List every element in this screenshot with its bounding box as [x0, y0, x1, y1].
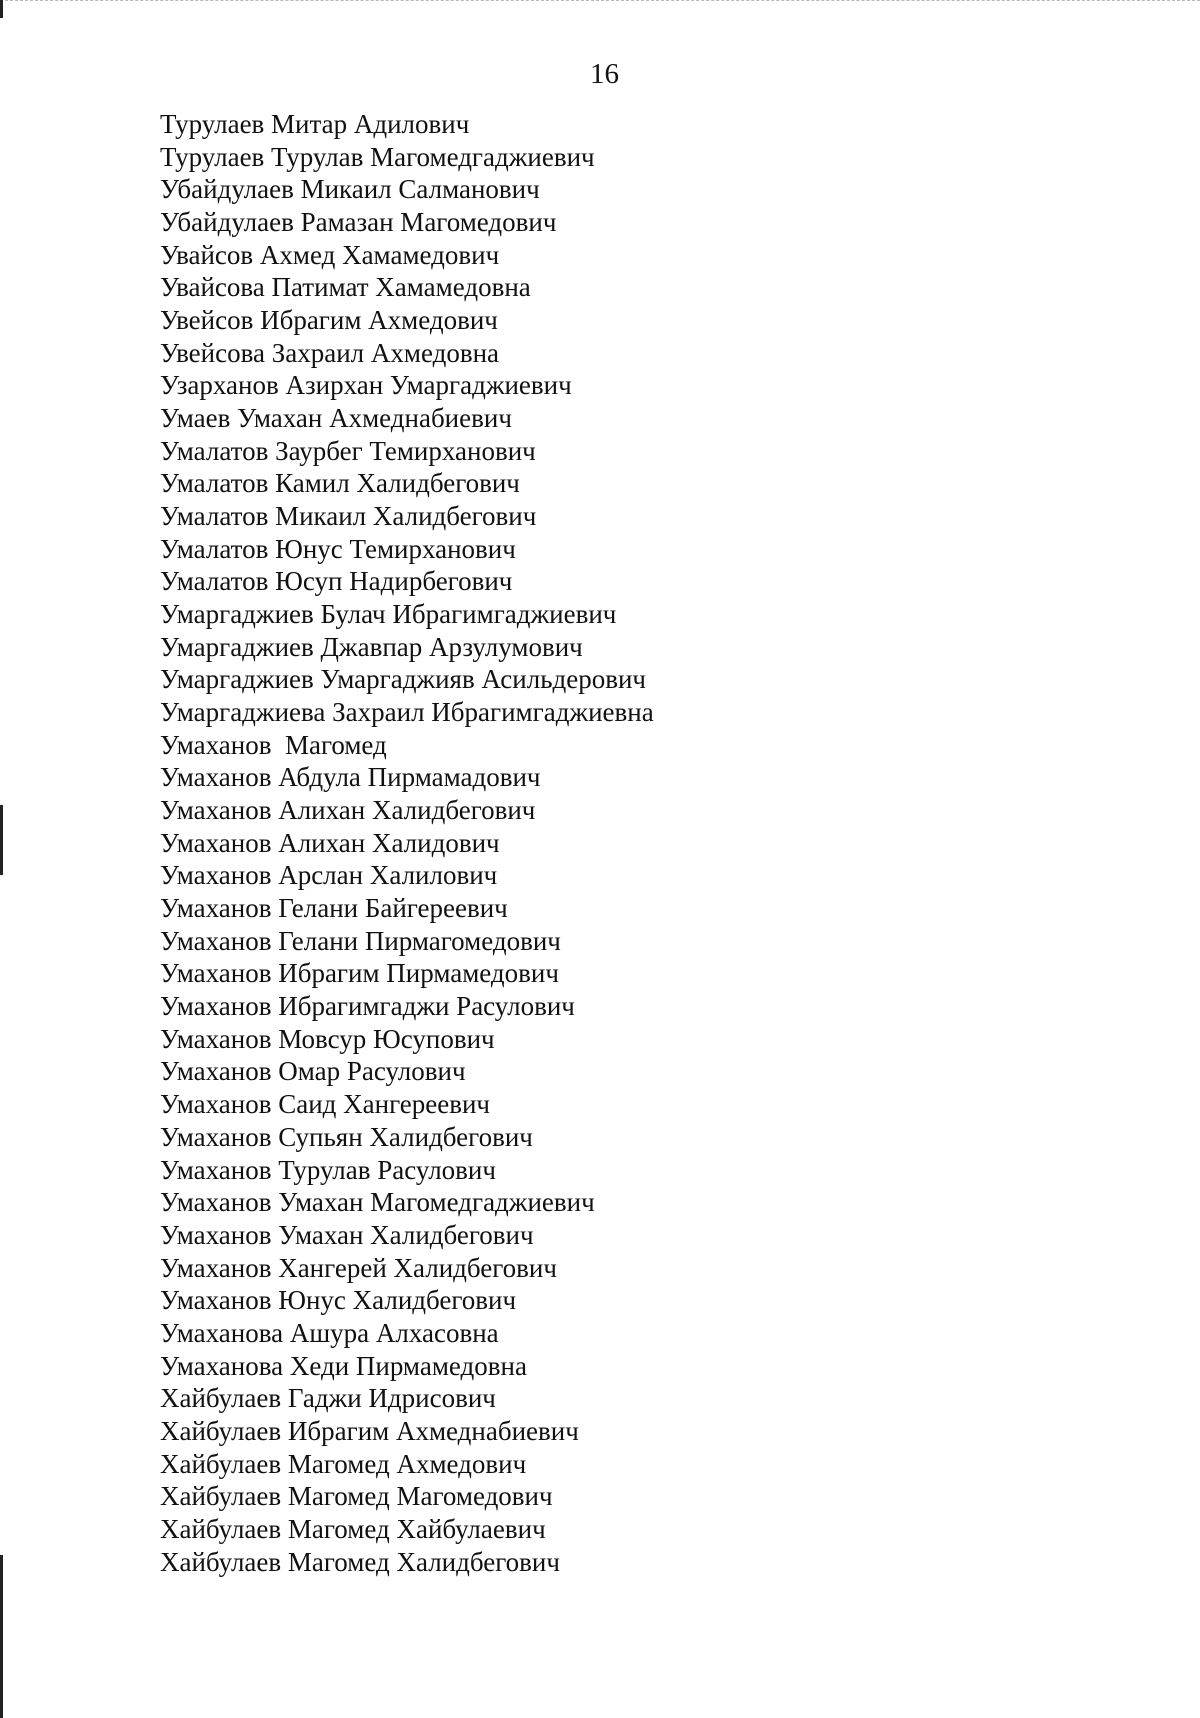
list-item: Умаханов Умахан Халидбегович — [160, 1219, 534, 1250]
list-item: Умаханов Умахан Магомедгаджиевич — [160, 1187, 595, 1218]
list-item: Узарханов Азирхан Умаргаджиевич — [160, 370, 572, 401]
name-list — [160, 108, 654, 1578]
list-item: Хайбулаев Гаджи Идрисович — [160, 1383, 496, 1414]
list-item: Умаргаджиев Умаргаджияв Асильдерович — [160, 664, 646, 695]
list-item: Умалатов Камил Халидбегович — [160, 468, 520, 499]
scan-left-edge — [0, 805, 3, 875]
list-item: Умаханов Турулав Расулович — [160, 1154, 496, 1185]
list-item: Турулаев Турулав Магомедгаджиевич — [160, 141, 595, 172]
list-item: Умалатов Заурбег Темирханович — [160, 435, 536, 466]
list-item: Умалатов Юнус Темирханович — [160, 533, 516, 564]
list-item: Умаханов Ибрагимгаджи Расулович — [160, 991, 575, 1022]
list-item: Увейсова Захраил Ахмедовна — [160, 337, 500, 368]
list-item: Умаханов Хангерей Халидбегович — [160, 1252, 557, 1283]
list-item: Умалатов Юсуп Надирбегович — [160, 566, 513, 597]
list-item: Хайбулаев Ибрагим Ахмеднабиевич — [160, 1415, 579, 1446]
list-item: Хайбулаев Магомед Хайбулаевич — [160, 1513, 546, 1544]
list-item: Умаханов Абдула Пирмамадович — [160, 762, 541, 793]
list-item: Умаев Умахан Ахмеднабиевич — [160, 403, 512, 434]
list-item: Хайбулаев Магомед Магомедович — [160, 1481, 553, 1512]
list-item: Умаргаджиева Захраил Ибрагимгаджиевна — [160, 697, 654, 728]
list-item: Умаханов Мовсур Юсупович — [160, 1023, 495, 1054]
list-item: Умаханов Омар Расулович — [160, 1056, 466, 1087]
scan-left-edge — [0, 1555, 3, 1718]
list-item: Умаханов Юнус Халидбегович — [160, 1285, 517, 1316]
list-item: Увайсова Патимат Хамамедовна — [160, 272, 531, 303]
list-item: Хайбулаев Магомед Халидбегович — [160, 1546, 560, 1577]
list-item: Умаханов Алихан Халидович — [160, 827, 500, 858]
list-item: Умаргаджиев Джавпар Арзулумович — [160, 631, 583, 662]
list-item: Умаханова Ашура Алхасовна — [160, 1317, 499, 1348]
list-item: Умаханов Гелани Байгереевич — [160, 893, 508, 924]
page-number: 16 — [590, 58, 619, 90]
list-item: Убайдулаев Микаил Салманович — [160, 174, 540, 205]
scan-top-edge — [0, 0, 1200, 1]
scan-left-edge — [0, 0, 3, 18]
list-item: Умаханов Арслан Халилович — [160, 860, 498, 891]
list-item: Умаргаджиев Булач Ибрагимгаджиевич — [160, 599, 617, 630]
list-item: Умаханов Гелани Пирмагомедович — [160, 925, 561, 956]
list-item: Увайсов Ахмед Хамамедович — [160, 239, 500, 270]
list-item: Увейсов Ибрагим Ахмедович — [160, 305, 498, 336]
list-item: Умалатов Микаил Халидбегович — [160, 501, 537, 532]
list-item: Умаханова Хеди Пирмамедовна — [160, 1350, 527, 1381]
list-item: Умаханов Магомед — [160, 729, 387, 760]
list-item: Турулаев Митар Адилович — [160, 109, 470, 139]
list-item: Умаханов Супьян Халидбегович — [160, 1121, 533, 1152]
list-item: Умаханов Алихан Халидбегович — [160, 795, 536, 826]
list-item: Умаханов Ибрагим Пирмамедович — [160, 958, 559, 989]
list-item: Хайбулаев Магомед Ахмедович — [160, 1448, 527, 1479]
list-item: Убайдулаев Рамазан Магомедович — [160, 207, 557, 238]
list-item: Умаханов Саид Хангереевич — [160, 1089, 491, 1120]
